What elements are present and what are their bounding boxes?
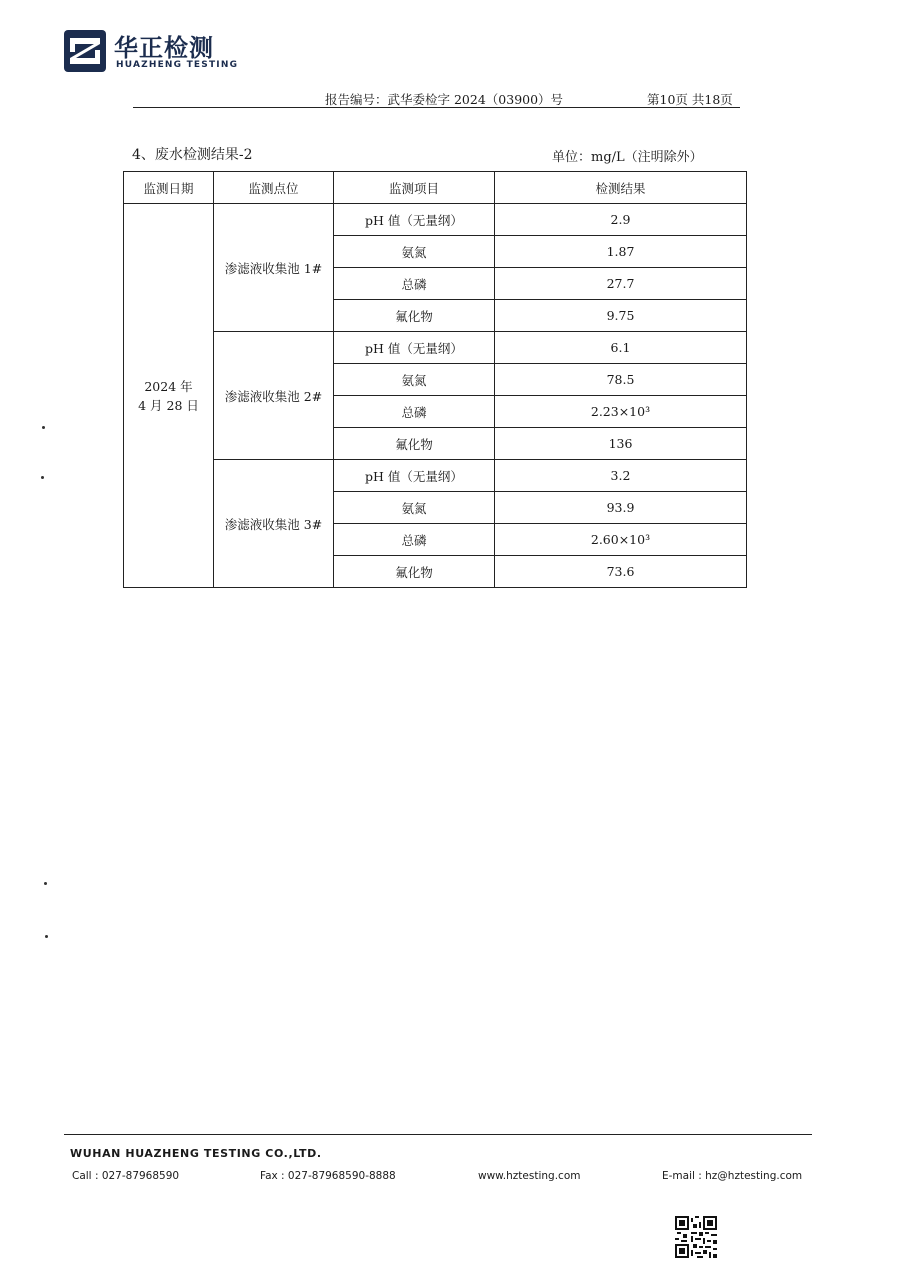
company-name: WUHAN HUAZHENG TESTING CO.,LTD. bbox=[70, 1147, 322, 1160]
website-link[interactable]: www.hztesting.com bbox=[478, 1170, 581, 1182]
fax-number: Fax : 027-87968590-8888 bbox=[260, 1170, 396, 1182]
header-divider bbox=[133, 107, 740, 108]
unit-label: 单位：mg/L（注明除外） bbox=[552, 150, 703, 165]
test-result: 136 bbox=[495, 428, 747, 460]
table-row bbox=[124, 204, 747, 236]
test-result: 73.6 bbox=[495, 556, 747, 588]
logo-chinese-name: 华正检测 bbox=[114, 34, 214, 62]
scan-speck bbox=[42, 426, 45, 429]
monitoring-item: 氟化物 bbox=[334, 556, 495, 588]
phone-number: Call : 027-87968590 bbox=[72, 1170, 180, 1182]
monitoring-point: 渗滤液收集池 1# bbox=[214, 204, 334, 332]
report-number: 报告编号：武华委检字 2024（03900）号 bbox=[325, 92, 564, 107]
monitoring-point: 渗滤液收集池 3# bbox=[214, 460, 334, 588]
monitoring-item: 氨氮 bbox=[334, 492, 495, 524]
table-row bbox=[124, 332, 747, 364]
monitoring-item: 总磷 bbox=[334, 524, 495, 556]
monitoring-item: pH 值（无量纲） bbox=[334, 204, 495, 236]
header-date: 监测日期 bbox=[124, 172, 214, 204]
test-result: 6.1 bbox=[495, 332, 747, 364]
monitoring-item: pH 值（无量纲） bbox=[334, 460, 495, 492]
date-day: 4 月 28 日 bbox=[138, 397, 199, 413]
test-result: 3.2 bbox=[495, 460, 747, 492]
header-point: 监测点位 bbox=[214, 172, 334, 204]
company-logo bbox=[64, 30, 239, 75]
monitoring-item: 总磷 bbox=[334, 396, 495, 428]
test-result: 93.9 bbox=[495, 492, 747, 524]
scan-speck bbox=[41, 476, 44, 479]
test-result: 2.23×10³ bbox=[495, 396, 747, 428]
scan-speck bbox=[45, 935, 48, 938]
monitoring-item: 氨氮 bbox=[334, 236, 495, 268]
date-year: 2024 年 bbox=[144, 378, 193, 394]
table-row bbox=[124, 460, 747, 492]
footer-divider bbox=[64, 1134, 812, 1135]
monitoring-point: 渗滤液收集池 2# bbox=[214, 332, 334, 460]
monitoring-item: pH 值（无量纲） bbox=[334, 332, 495, 364]
email-address[interactable]: E-mail : hz@hztesting.com bbox=[662, 1170, 803, 1182]
scan-speck bbox=[44, 882, 47, 885]
test-result: 78.5 bbox=[495, 364, 747, 396]
monitoring-item: 氨氮 bbox=[334, 364, 495, 396]
logo-english-name: HUAZHENG TESTING bbox=[116, 60, 239, 70]
header-result: 检测结果 bbox=[495, 172, 747, 204]
test-result: 27.7 bbox=[495, 268, 747, 300]
test-result: 2.9 bbox=[495, 204, 747, 236]
monitoring-date bbox=[124, 204, 214, 588]
test-result: 9.75 bbox=[495, 300, 747, 332]
header-item: 监测项目 bbox=[334, 172, 495, 204]
monitoring-item: 氟化物 bbox=[334, 428, 495, 460]
qr-code-icon bbox=[675, 1216, 717, 1258]
page-info: 第10页 共18页 bbox=[647, 92, 733, 107]
monitoring-item: 氟化物 bbox=[334, 300, 495, 332]
test-result: 2.60×10³ bbox=[495, 524, 747, 556]
hz-logo-icon bbox=[64, 30, 106, 72]
wastewater-results-table bbox=[123, 171, 747, 588]
monitoring-item: 总磷 bbox=[334, 268, 495, 300]
section-title: 4、废水检测结果-2 bbox=[132, 147, 253, 163]
table-header-row bbox=[124, 172, 747, 204]
test-result: 1.87 bbox=[495, 236, 747, 268]
